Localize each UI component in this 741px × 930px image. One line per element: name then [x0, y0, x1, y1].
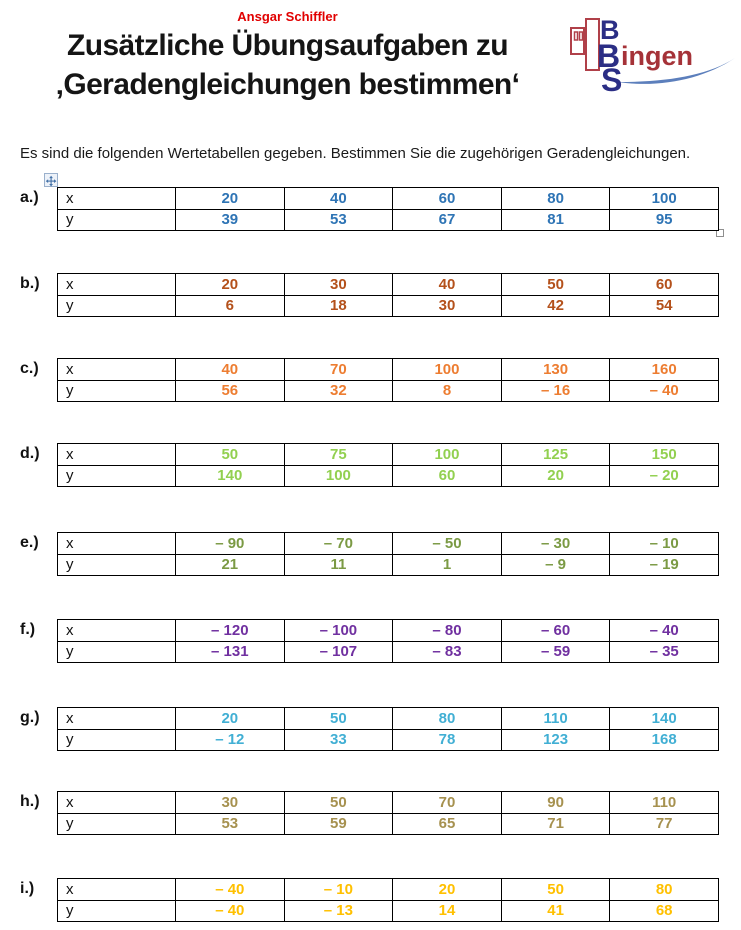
table-row	[58, 188, 718, 209]
table-row	[58, 533, 718, 554]
value-cell[interactable]: – 70	[284, 533, 393, 554]
value-table	[57, 619, 719, 663]
bbs-bingen-logo	[566, 9, 738, 93]
logo-letter-b2: B	[597, 38, 621, 74]
value-cell[interactable]: 1	[392, 555, 501, 576]
value-cell[interactable]: 50	[501, 879, 610, 900]
value-cell[interactable]: 50	[501, 274, 610, 295]
exercise-block	[0, 532, 741, 578]
row-label-cell[interactable]: x	[66, 275, 74, 293]
exercise-label: h.)	[20, 793, 40, 810]
value-cell[interactable]: 20	[175, 274, 284, 295]
value-cell[interactable]: 70	[284, 359, 393, 380]
value-cell[interactable]: 110	[501, 708, 610, 729]
value-cell[interactable]: – 20	[609, 466, 718, 487]
exercise-label: b.)	[20, 275, 40, 292]
value-cell[interactable]: – 120	[175, 620, 284, 641]
row-label-cell[interactable]: y	[66, 297, 74, 315]
value-cell[interactable]: – 10	[609, 533, 718, 554]
move-arrows-icon	[45, 175, 57, 187]
value-cell[interactable]: 78	[392, 730, 501, 751]
value-table	[57, 273, 719, 317]
row-label-cell[interactable]: y	[66, 815, 74, 833]
value-table	[57, 878, 719, 922]
exercise-block	[0, 443, 741, 489]
row-label-cell[interactable]: y	[66, 211, 74, 229]
table-row	[58, 554, 718, 576]
row-label-cell[interactable]: x	[66, 534, 74, 552]
value-cell[interactable]: 20	[175, 188, 284, 209]
value-cell[interactable]: 100	[609, 188, 718, 209]
exercise-block	[0, 187, 741, 233]
value-cell[interactable]: 50	[284, 708, 393, 729]
value-cell[interactable]: 80	[392, 708, 501, 729]
table-row	[58, 295, 718, 317]
value-cell[interactable]: 11	[284, 555, 393, 576]
value-cell[interactable]: 40	[284, 188, 393, 209]
value-cell[interactable]: 140	[609, 708, 718, 729]
value-cell[interactable]: 60	[392, 188, 501, 209]
value-cell[interactable]: – 100	[284, 620, 393, 641]
row-label-cell[interactable]: x	[66, 880, 74, 898]
value-cell[interactable]: 60	[392, 466, 501, 487]
value-cell[interactable]: – 16	[501, 381, 610, 402]
table-row	[58, 359, 718, 380]
value-table	[57, 358, 719, 402]
value-cell[interactable]: – 40	[175, 879, 284, 900]
row-label-cell[interactable]: y	[66, 902, 74, 920]
value-table	[57, 532, 719, 576]
value-cell[interactable]: 100	[284, 466, 393, 487]
row-label-cell[interactable]: y	[66, 382, 74, 400]
value-cell[interactable]: 100	[392, 359, 501, 380]
value-cell[interactable]: – 80	[392, 620, 501, 641]
row-label-cell[interactable]: y	[66, 467, 74, 485]
value-cell[interactable]: 123	[501, 730, 610, 751]
value-cell[interactable]: – 19	[609, 555, 718, 576]
table-row	[58, 380, 718, 402]
value-cell[interactable]: 30	[284, 274, 393, 295]
value-cell[interactable]: 68	[609, 901, 718, 922]
value-cell[interactable]: 81	[501, 210, 610, 231]
instruction-text: Es sind die folgenden Wertetabellen gegeben. Bestimmen Sie die zugehörigen Geradengleichungen.	[20, 145, 691, 162]
value-cell[interactable]: 130	[501, 359, 610, 380]
table-row	[58, 444, 718, 465]
value-cell[interactable]: 39	[175, 210, 284, 231]
value-cell[interactable]: 95	[609, 210, 718, 231]
value-cell[interactable]: 33	[284, 730, 393, 751]
value-cell[interactable]: 18	[284, 296, 393, 317]
value-cell[interactable]: 20	[175, 708, 284, 729]
value-cell[interactable]: 75	[284, 444, 393, 465]
value-cell[interactable]: – 83	[392, 642, 501, 663]
exercise-label: f.)	[20, 621, 36, 638]
value-cell[interactable]: – 35	[609, 642, 718, 663]
value-cell[interactable]: 150	[609, 444, 718, 465]
exercise-label: e.)	[20, 534, 39, 551]
value-cell[interactable]: – 10	[284, 879, 393, 900]
value-cell[interactable]: 100	[392, 444, 501, 465]
value-cell[interactable]: 160	[609, 359, 718, 380]
value-cell[interactable]: 65	[392, 814, 501, 835]
value-cell[interactable]: 53	[284, 210, 393, 231]
value-cell[interactable]: 6	[175, 296, 284, 317]
value-cell[interactable]: 70	[392, 792, 501, 813]
table-row	[58, 708, 718, 729]
page-title-line1: Zusätzliche Übungsaufgaben zu	[67, 29, 508, 62]
value-cell[interactable]: 30	[175, 792, 284, 813]
value-cell[interactable]: 56	[175, 381, 284, 402]
logo-word-ingen: ingen	[621, 41, 693, 71]
value-cell[interactable]: 110	[609, 792, 718, 813]
table-row	[58, 900, 718, 922]
value-cell[interactable]: 20	[392, 879, 501, 900]
value-cell[interactable]: – 40	[609, 381, 718, 402]
row-label-cell[interactable]: y	[66, 643, 74, 661]
logo-letter-s: S	[601, 62, 623, 93]
value-cell[interactable]: 90	[501, 792, 610, 813]
table-row	[58, 209, 718, 231]
table-row	[58, 620, 718, 641]
value-cell[interactable]: 125	[501, 444, 610, 465]
exercise-label: g.)	[20, 709, 40, 726]
value-cell[interactable]: 50	[284, 792, 393, 813]
exercise-block	[0, 619, 741, 665]
value-cell[interactable]: 20	[501, 466, 610, 487]
table-row	[58, 641, 718, 663]
author-name: Ansgar Schiffler	[237, 9, 338, 24]
row-label-cell[interactable]: x	[66, 189, 74, 207]
value-table	[57, 707, 719, 751]
value-cell[interactable]: – 50	[392, 533, 501, 554]
row-label-cell[interactable]: x	[66, 793, 74, 811]
value-cell[interactable]: – 60	[501, 620, 610, 641]
value-cell[interactable]: 67	[392, 210, 501, 231]
exercise-block	[0, 273, 741, 319]
row-label-cell[interactable]: x	[66, 445, 74, 463]
exercise-block	[0, 791, 741, 837]
value-cell[interactable]: 71	[501, 814, 610, 835]
value-cell[interactable]: – 12	[175, 730, 284, 751]
value-cell[interactable]: 40	[392, 274, 501, 295]
value-cell[interactable]: – 40	[175, 901, 284, 922]
row-label-cell[interactable]: x	[66, 709, 74, 727]
value-cell[interactable]: 140	[175, 466, 284, 487]
value-cell[interactable]: 32	[284, 381, 393, 402]
value-cell[interactable]: 77	[609, 814, 718, 835]
exercise-block	[0, 707, 741, 753]
value-cell[interactable]: 59	[284, 814, 393, 835]
exercise-block	[0, 358, 741, 404]
value-cell[interactable]: 54	[609, 296, 718, 317]
value-cell[interactable]: 41	[501, 901, 610, 922]
value-cell[interactable]: – 40	[609, 620, 718, 641]
value-cell[interactable]: 53	[175, 814, 284, 835]
table-row	[58, 729, 718, 751]
towers-icon	[571, 19, 599, 70]
exercise-block	[0, 878, 741, 924]
value-cell[interactable]: 80	[501, 188, 610, 209]
table-move-handle[interactable]	[44, 173, 58, 187]
table-row	[58, 792, 718, 813]
exercise-label: i.)	[20, 880, 35, 897]
value-table	[57, 791, 719, 835]
value-cell[interactable]: – 9	[501, 555, 610, 576]
value-table	[57, 443, 719, 487]
value-cell[interactable]: 14	[392, 901, 501, 922]
page-title-line2: ‚Geradengleichungen bestimmen‘	[55, 68, 520, 101]
page-title	[0, 26, 575, 104]
logo-letter-b1: B	[600, 15, 620, 45]
row-label-cell[interactable]: y	[66, 556, 74, 574]
value-cell[interactable]: 40	[175, 359, 284, 380]
exercise-label: c.)	[20, 360, 39, 377]
value-table	[57, 187, 719, 231]
value-cell[interactable]: – 90	[175, 533, 284, 554]
value-cell[interactable]: 60	[609, 274, 718, 295]
value-cell[interactable]: 42	[501, 296, 610, 317]
row-label-cell[interactable]: x	[66, 621, 74, 639]
table-row	[58, 274, 718, 295]
value-cell[interactable]: 21	[175, 555, 284, 576]
exercise-label: a.)	[20, 189, 39, 206]
row-label-cell[interactable]: x	[66, 360, 74, 378]
value-cell[interactable]: 8	[392, 381, 501, 402]
table-row	[58, 465, 718, 487]
value-cell[interactable]: – 107	[284, 642, 393, 663]
bbs-bingen-logo-graphic	[566, 9, 738, 93]
value-cell[interactable]: 30	[392, 296, 501, 317]
row-label-cell[interactable]: y	[66, 731, 74, 749]
table-row	[58, 813, 718, 835]
exercise-label: d.)	[20, 445, 40, 462]
value-cell[interactable]: – 131	[175, 642, 284, 663]
value-cell[interactable]: – 59	[501, 642, 610, 663]
value-cell[interactable]: 80	[609, 879, 718, 900]
table-row	[58, 879, 718, 900]
value-cell[interactable]: 50	[175, 444, 284, 465]
value-cell[interactable]: – 13	[284, 901, 393, 922]
value-cell[interactable]: 168	[609, 730, 718, 751]
value-cell[interactable]: – 30	[501, 533, 610, 554]
